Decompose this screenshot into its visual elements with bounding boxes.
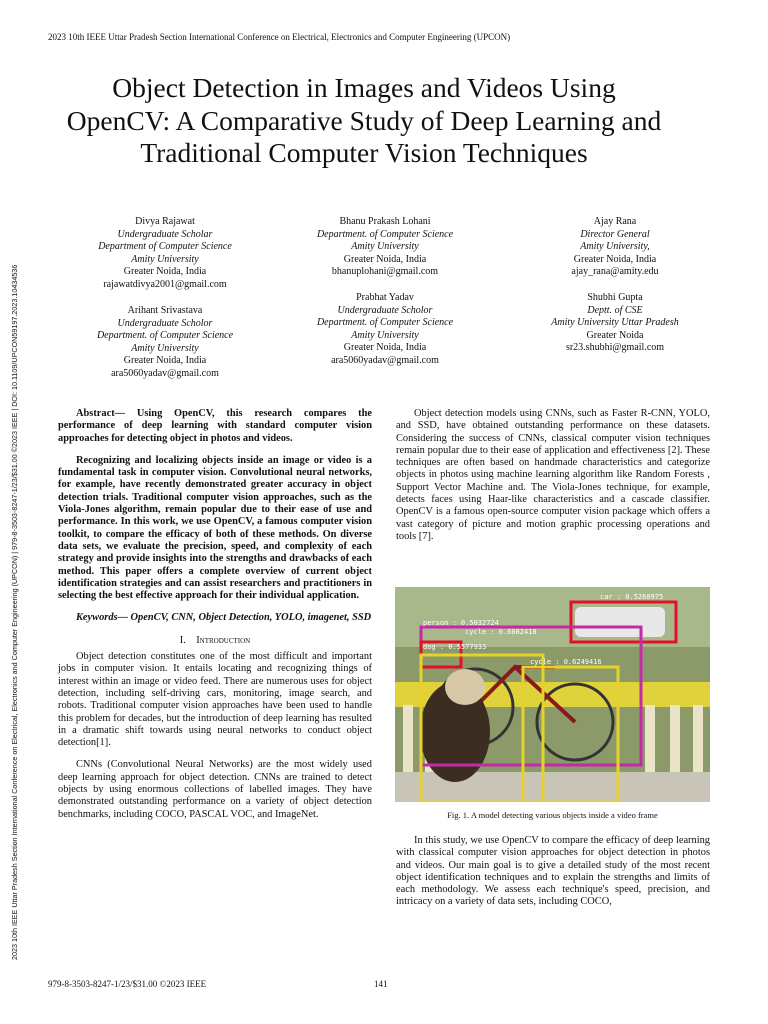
right-paragraph-1: Object detection models using CNNs, such as Faster R-CNN, YOLO, and SSD, have obtained outstanding performance on these datasets. Considering the success of CNNs, classical computer vision techniques remain popular due to their ease of application and effectiveness [2]. These techniques are often based on handmade characteristics and categorize objects in photos using machine learning algorithm like Random Forests , Support Vector Machine and. The Viola-Jones technique, for example, detects faces using Haar-like characteristics and a cascade classifier. OpenCV is a famous open-source computer vision package which offers a vast category of picture and motion graphic processing operations and tools [7]. (396, 408, 710, 542)
author-name: Ajay Rana (593, 216, 637, 227)
detection-figure (395, 587, 710, 802)
author-univ: Amity University (131, 253, 199, 265)
doi-sidebar: 2023 10th IEEE Uttar Pradesh Section International Conference on Electrical, Electronics and Computer Engineering (UPCON) | 979-8-3503-8247-1/23/$31.00 ©2023 IEEE | DOI: 10.1109/UPCON59197.2023.10434536 (10, 264, 19, 960)
keywords: Keywords— OpenCV, CNN, Object Detection, YOLO, imagenet, SSD (76, 612, 372, 624)
author-role: Department. of Computer Science (316, 228, 454, 240)
abstract-summary: Abstract— Using OpenCV, this research compares the performance of deep learning with standard computer vision approaches for detecting object in photos and videos. (58, 408, 372, 444)
author-dept: Department. of Computer Science (316, 317, 454, 328)
author-block-1 (60, 216, 270, 291)
author-email: bhanuplohani@gmail.com (331, 266, 439, 277)
page-number: 141 (374, 979, 388, 989)
author-dept: Amity University Uttar Pradesh (551, 317, 679, 328)
car-label: car : 0.5260975 (600, 593, 664, 601)
author-name: Prabhat Yadav (356, 292, 414, 303)
author-city: Greater Noida (586, 329, 644, 341)
author-dept: Amity University, (580, 241, 650, 252)
paper-title: Object Detection in Images and Videos Using OpenCV: A Comparative Study of Deep Learning and Traditional Computer Vision Techniques (66, 72, 662, 168)
intro-paragraph-1: Object detection constitutes one of the most difficult and important jobs in computer vision. It entails locating and recognizing things of interest within an image or video feed. There are numerous uses for object detection, including self-driving cars, monitoring, image search, and robots. Traditional computer vision approaches have been used to handle this problem for decades, but the introduction of deep learning has resulted in a dramatic shift towards using neural networks to conduct object detection[1]. (58, 651, 372, 749)
car-shape (575, 607, 665, 637)
author-email: ara5060yadav@gmail.com (111, 367, 219, 379)
author-email: sr23.shubhi@gmail.com (565, 342, 665, 353)
author-city: Greater Noida, India (123, 266, 207, 277)
footer-copyright: 979-8-3503-8247-1/23/$31.00 ©2023 IEEE (48, 979, 207, 989)
author-block-4 (60, 305, 270, 380)
right-column-bottom (396, 835, 710, 909)
left-column (58, 408, 372, 821)
author-dept: Amity University (351, 241, 419, 252)
author-role: Undergraduate Scholor (337, 304, 433, 316)
dog-label: dog : 0.5577933 (423, 643, 487, 651)
author-name: Arihant Srivastava (127, 305, 203, 316)
abstract-body: Recognizing and localizing objects inside an image or video is a fundamental task in computer vision. Convolutional neural networks, for example, have recently demonstrated greater accuracy in object detection trials. Traditional computer vision approaches, such as the Viola-Jones algorithm, remain popular due to their ease of use and performance. In this work, we use OpenCV, a famous computer vision toolkit, to compare the efficacy of both of these methods. On diverse data sets, we evaluate the precision, speed, and complexity of each strategy and provide insights into the strengths and drawbacks of each method. This paper offers a complete overview of current object identification strategies and can assist researchers and practitioners in selecting the best effective approach for their individual application. (58, 454, 372, 602)
intro-paragraph-2: CNNs (Convolutional Neural Networks) are the most widely used deep learning approach for object detection. CNNs are trained to detect objects by using enormous collections of labelled images. They have demonstrated outstanding performance on a variety of object detection benchmarks, including COCO, PASCAL VOC, and ImageNet. (58, 759, 372, 820)
figure-image (395, 587, 710, 802)
author-city: Greater Noida, India (123, 355, 207, 366)
conference-header: 2023 10th IEEE Uttar Pradesh Section International Conference on Electrical, Electronics and Computer Engineering (UPCON) (48, 32, 511, 42)
cycle2-label: cycle : 0.6249416 (530, 658, 602, 666)
author-city: Greater Noida, India (343, 342, 427, 353)
author-dept: Department. of Computer Science (96, 330, 234, 341)
author-name: Shubhi Gupta (587, 292, 643, 303)
author-univ: Amity University (131, 342, 199, 354)
author-block-6 (510, 292, 720, 355)
author-email: rajawatdivya2001@gmail.com (103, 278, 227, 290)
author-role: Undergraduate Scholar (117, 228, 213, 240)
right-paragraph-2: In this study, we use OpenCV to compare the efficacy of deep learning with classical computer vision approaches for object detection in photos and videos. Our main goal is to give a detailed study of the most recent object identification techniques and to explain the strengths and limits of each methodology. We assess each technique's speed, precision, and intricacy on a variety of data sets, including COCO, (396, 835, 710, 908)
figure-caption: Fig. 1. A model detecting various objects inside a video frame (447, 810, 658, 820)
person-label: person : 0.5032724 (423, 619, 499, 627)
author-dept: Department of Computer Science (98, 241, 232, 252)
section-title: Introduction (196, 634, 251, 646)
cycle-label: cycle : 0.6082418 (465, 628, 537, 636)
author-block-3 (510, 216, 720, 279)
author-role: Undergraduate Scholor (117, 317, 213, 329)
dog-face (445, 669, 485, 705)
author-role: Director General (580, 228, 650, 240)
author-email: ara5060yadav@gmail.com (331, 354, 439, 366)
right-column-top (396, 408, 710, 543)
section-number: I. (179, 634, 186, 646)
section-heading (58, 635, 372, 647)
author-block-5 (280, 292, 490, 367)
author-role: Deptt. of CSE (587, 304, 643, 316)
author-city: Greater Noida, India (573, 253, 657, 265)
author-email: ajay_rana@amity.edu (571, 266, 659, 277)
author-univ: Amity University (351, 329, 419, 341)
author-block-2 (280, 216, 490, 279)
author-name: Bhanu Prakash Lohani (339, 216, 431, 227)
author-city: Greater Noida, India (343, 253, 427, 265)
author-name: Divya Rajawat (135, 216, 195, 227)
